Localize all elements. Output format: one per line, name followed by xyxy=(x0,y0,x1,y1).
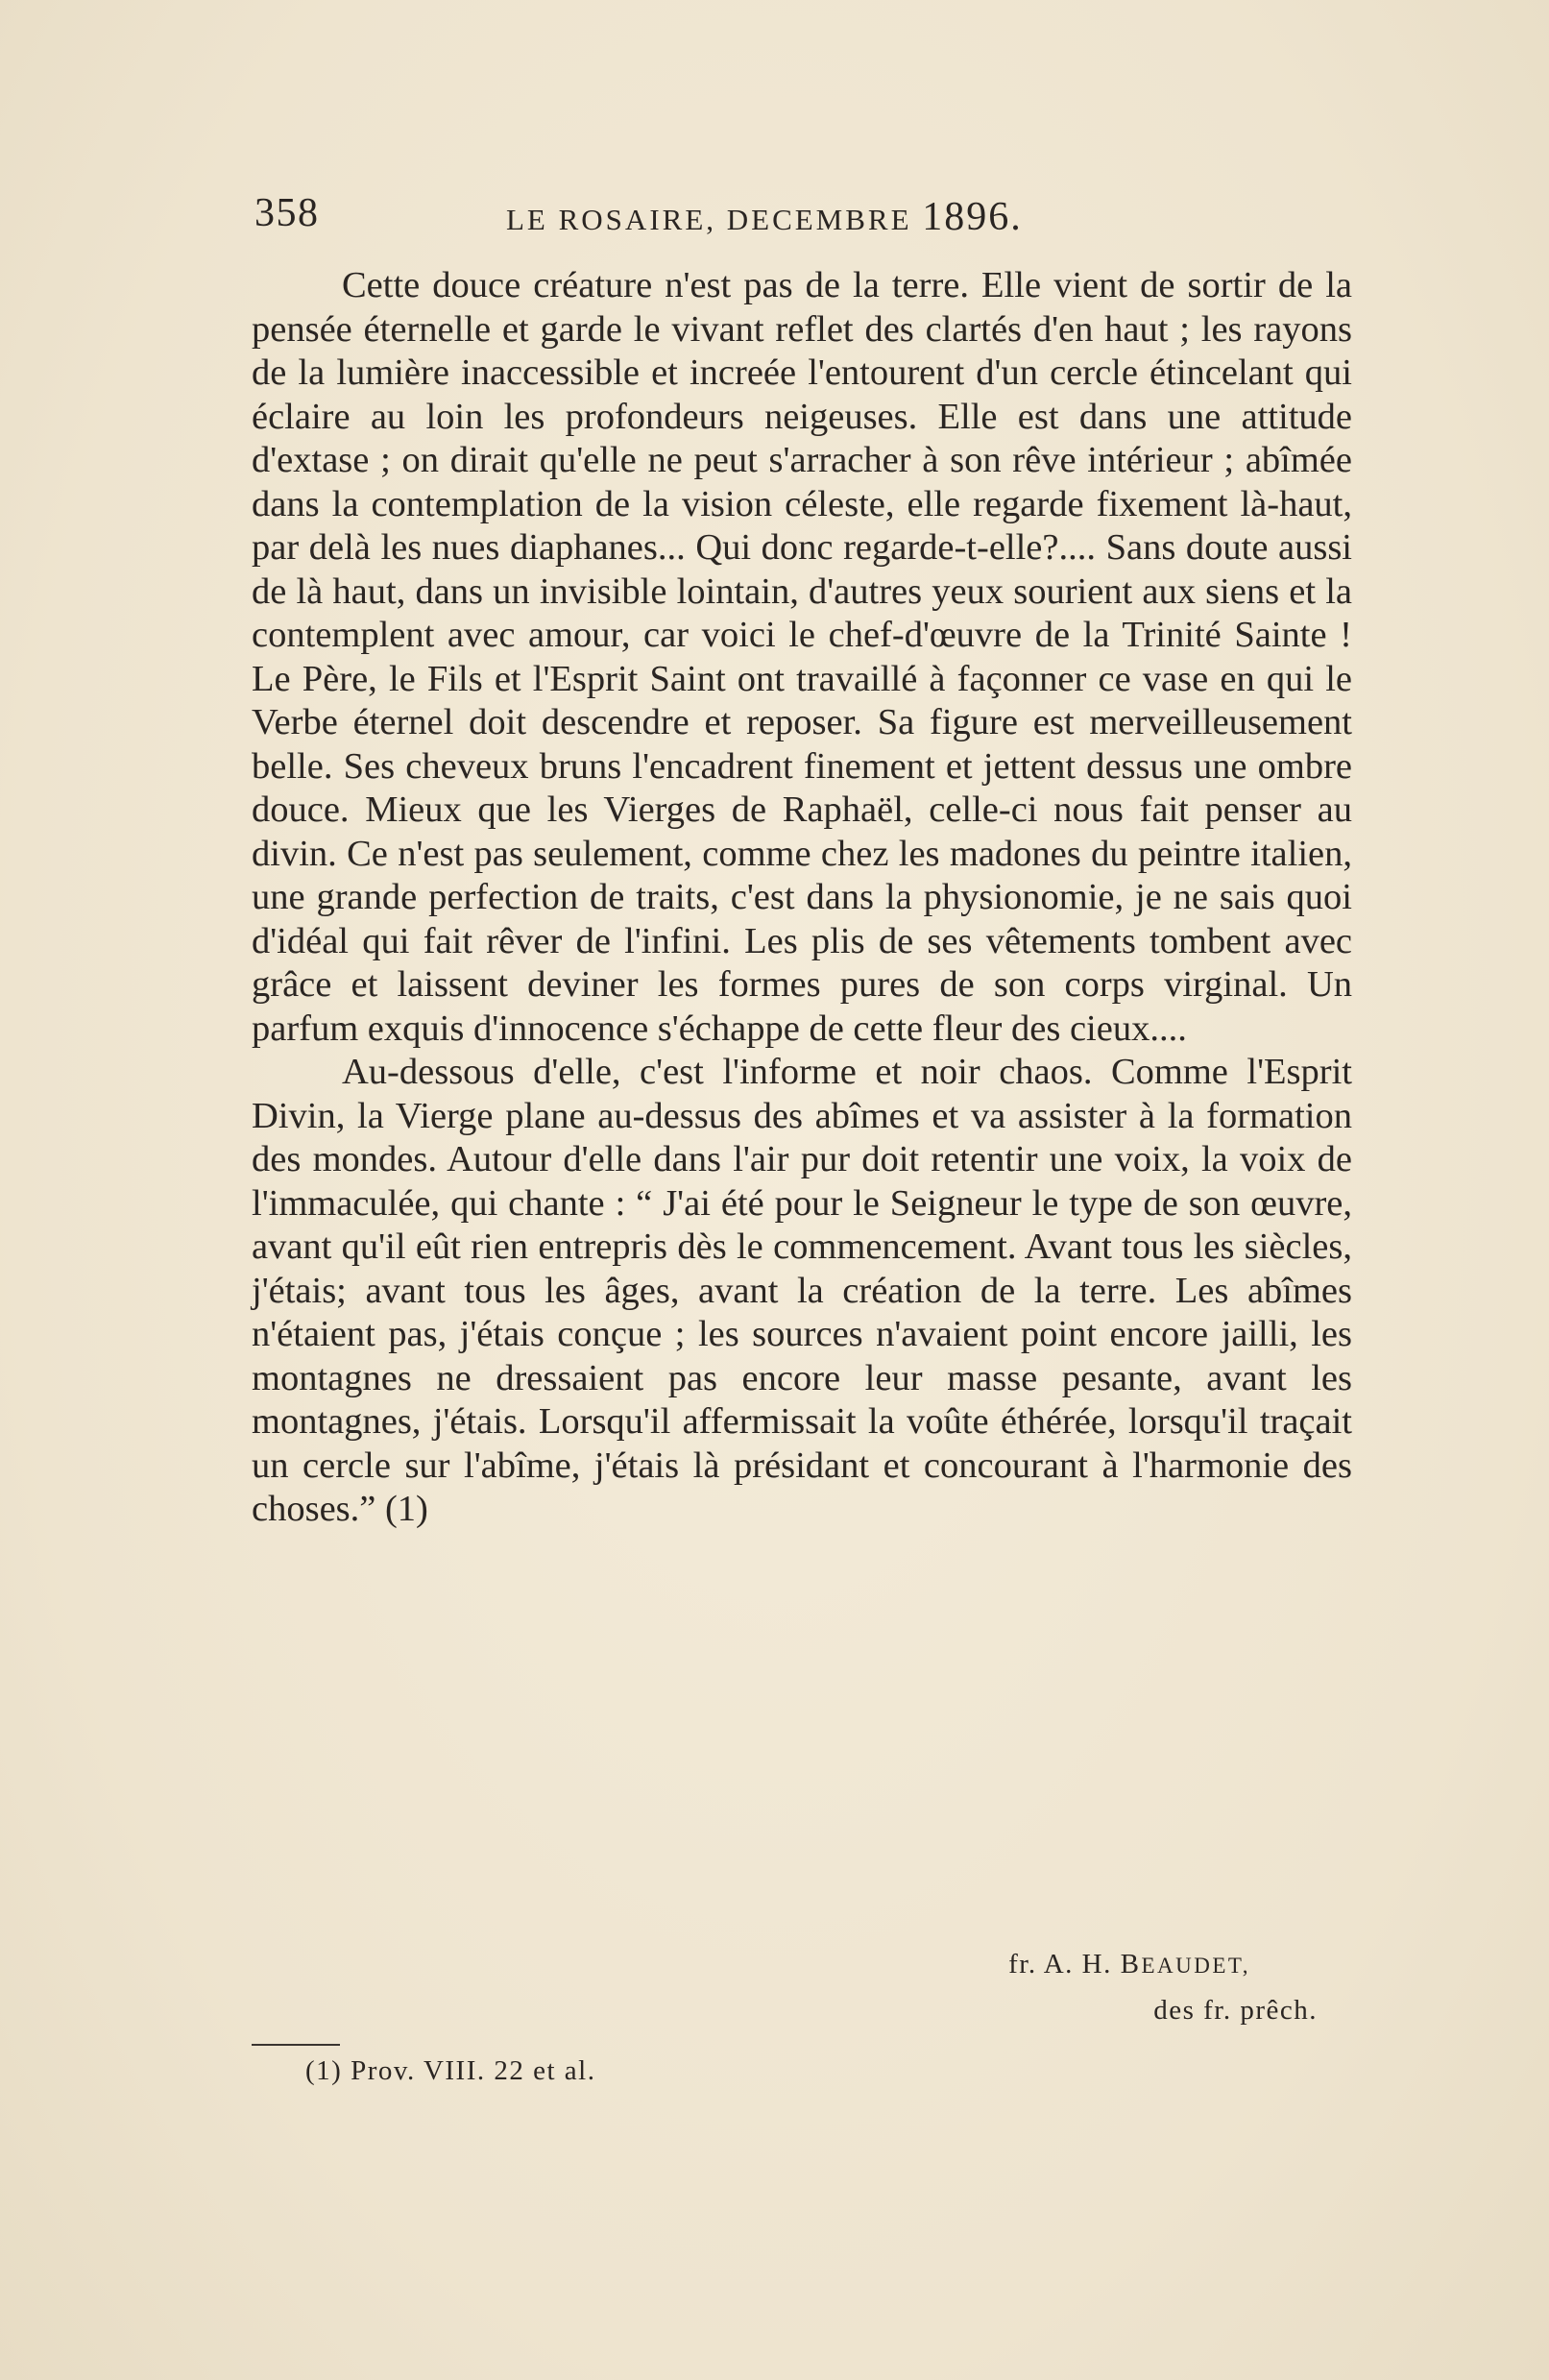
signature-block xyxy=(252,1942,1318,2033)
body-text xyxy=(252,264,1352,1532)
running-title xyxy=(506,194,1023,240)
signature-role: des fr. prêch. xyxy=(1153,1995,1318,2026)
running-head xyxy=(254,190,1349,248)
signature-surname: BEAUDET, xyxy=(1120,1949,1250,1979)
paragraph-1: Cette douce créature n'est pas de la terre. Elle vient de sortir de la pensée éternelle et garde le vivant reflet des clartés d'en haut ; les rayons de la lumière inaccessible et increée l'entourent d'un cercle étincelant qui éclaire au loin les profondeurs neigeuses. Elle est dans une attitude d'extase ; on dirait qu'elle ne peut s'arracher à son rêve intérieur ; abîmée dans la contemplation de la vision céleste, elle regarde fixement là-haut, par delà les nues diaphanes... Qui donc regarde-t-elle?.... Sans doute aussi de là haut, dans un invisible lointain, d'autres yeux sourient aux siens et la contemplent avec amour, car voici le chef-d'œuvre de la Trinité Sainte ! Le Père, le Fils et l'Esprit Saint ont travaillé à façonner ce vase en qui le Verbe éternel doit descendre et reposer. Sa figure est merveilleusement belle. Ses cheveux bruns l'encadrent finement et jettent dessus une ombre douce. Mieux que les Vierges de Raphaël, celle-ci nous fait penser au divin. Ce n'est pas seulement, comme chez les madones du peintre italien, une grande perfection de traits, c'est dans la physionomie, je ne sais quoi d'idéal qui fait rêver de l'infini. Les plis de ses vêtements tombent avec grâce et laissent deviner les formes pures de son corps virginal. Un parfum exquis d'innocence s'échappe de cette fleur des cieux.... xyxy=(252,265,1352,1049)
paragraph-2: Au-dessous d'elle, c'est l'informe et noir chaos. Comme l'Esprit Divin, la Vierge plane au-dessus des abîmes et va assister à la formation des mondes. Autour d'elle dans l'air pur doit retentir une voix, la voix de l'immaculée, qui chante : “ J'ai été pour le Seigneur le type de son œuvre, avant qu'il eût rien entrepris dès le commencement. Avant tous les siècles, j'étais; avant tous les âges, avant la création de la terre. Les abîmes n'étaient pas, j'étais conçue ; les sources n'avaient point encore jailli, les montagnes ne dressaient pas encore leur masse pesante, avant les montagnes, j'étais. Lorsqu'il affermissait la voûte éthérée, lorsqu'il traçait un cercle sur l'abîme, j'étais là présidant et concourant à l'harmonie des choses.” (1) xyxy=(252,1052,1352,1529)
footnote: (1) Prov. VIII. 22 et al. xyxy=(305,2055,596,2086)
page-number: 358 xyxy=(254,191,320,235)
signature-prefix: fr. A. H. xyxy=(1008,1949,1112,1979)
running-title-text: LE ROSAIRE, DECEMBRE xyxy=(506,203,912,236)
running-title-year: 1896. xyxy=(922,195,1023,239)
signature-name xyxy=(252,1942,1318,1988)
footnote-rule xyxy=(252,2044,340,2046)
